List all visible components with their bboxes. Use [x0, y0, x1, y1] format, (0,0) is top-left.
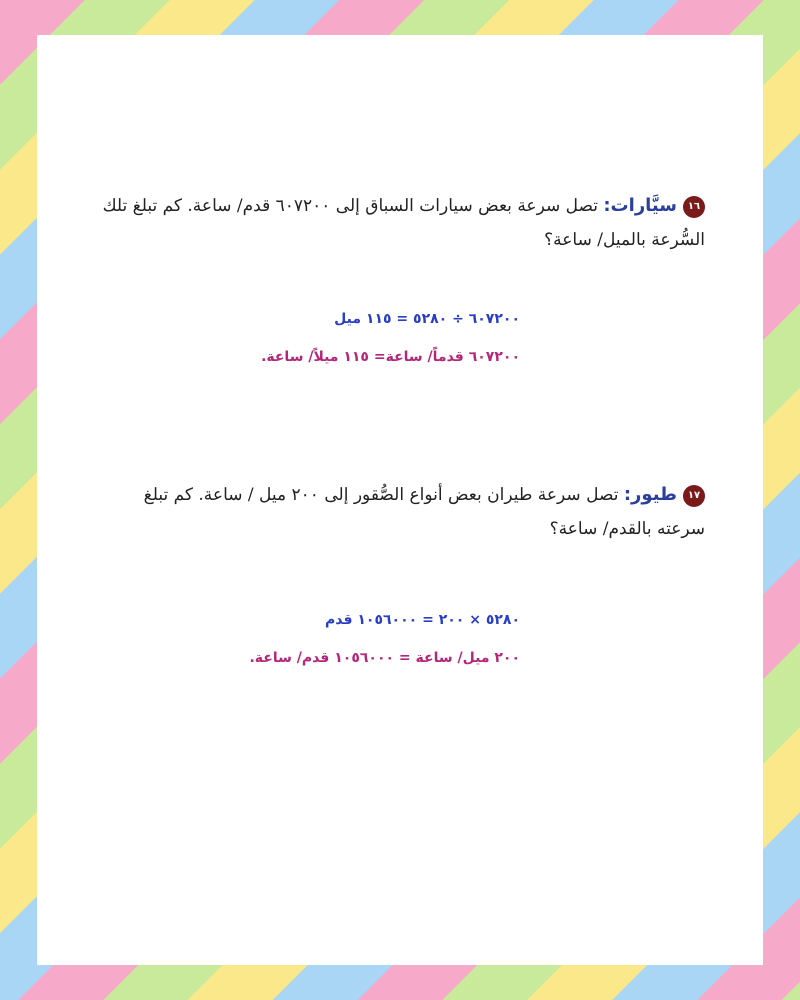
- problem-16: [95, 189, 705, 257]
- problem-number-badge: ١٦: [683, 196, 705, 218]
- solution-16-line-2: ٦٠٧٢٠٠ قدماً/ ساعة= ١١٥ ميلاً/ ساعة.: [261, 349, 520, 365]
- worksheet-page: [37, 35, 763, 965]
- solution-16-line-1: ٦٠٧٢٠٠ ÷ ٥٢٨٠ = ١١٥ ميل: [334, 311, 520, 327]
- problem-text: تصل سرعة طيران بعض أنواع الصُّقور إلى ٢٠٠ ميل / ساعة. كم تبلغ سرعته بالقدم/ ساعة؟: [143, 485, 705, 539]
- problem-17: [95, 478, 705, 546]
- solution-17-line-1: ٥٢٨٠ × ٢٠٠ = ١٠٥٦٠٠٠ قدم: [324, 612, 520, 628]
- problem-text: تصل سرعة بعض سيارات السباق إلى ٦٠٧٢٠٠ قدم/ ساعة. كم تبلغ تلك السُّرعة بالميل/ ساعة؟: [102, 196, 705, 250]
- problem-keyword: طيور:: [623, 484, 677, 505]
- problem-keyword: سيَّارات:: [603, 195, 677, 216]
- solution-17-line-2: ٢٠٠ ميل/ ساعة = ١٠٥٦٠٠٠ قدم/ ساعة.: [249, 650, 520, 666]
- problem-number-badge: ١٧: [683, 485, 705, 507]
